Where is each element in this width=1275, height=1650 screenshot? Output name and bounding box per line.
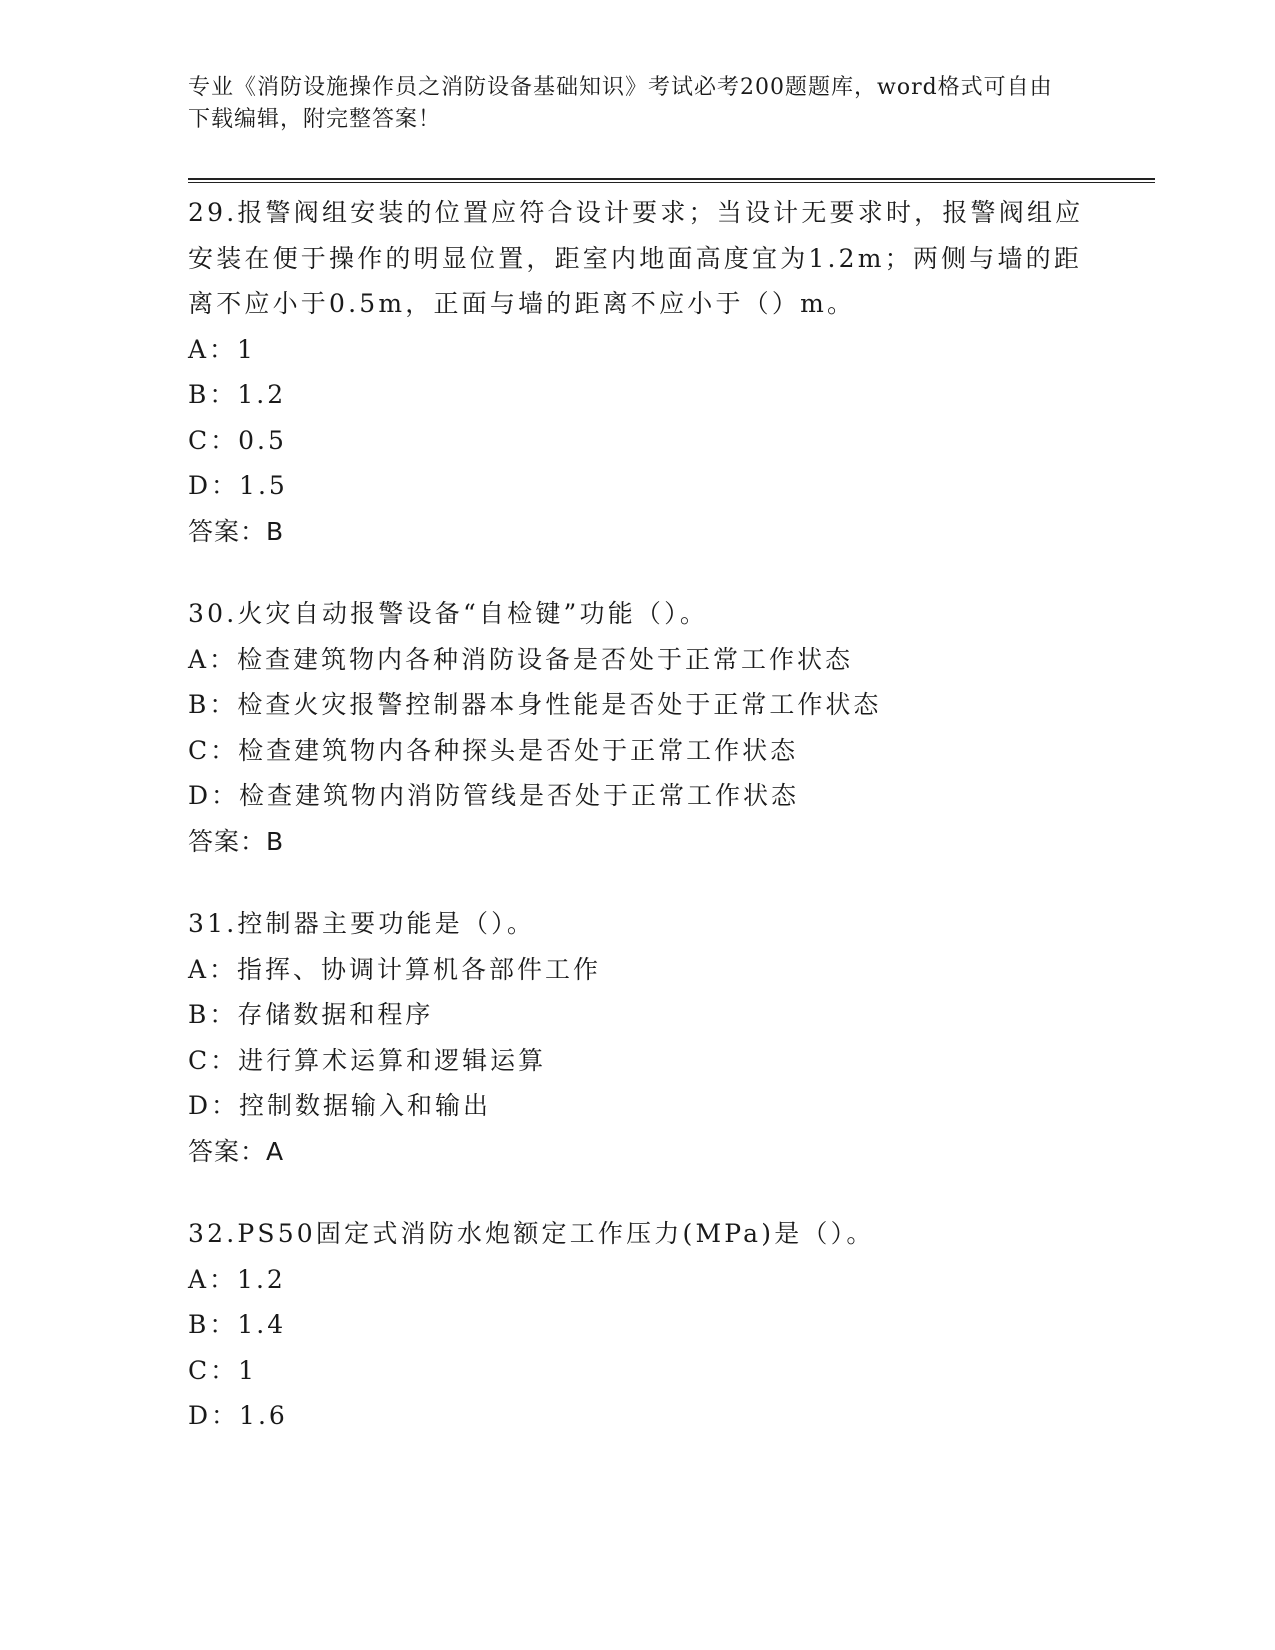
option-a: A：1 — [188, 334, 256, 364]
option-d: D：控制数据输入和输出 — [188, 1091, 492, 1120]
option-b: B：检查火灾报警控制器本身性能是否处于正常工作状态 — [188, 690, 882, 719]
option-c: C：检查建筑物内各种探头是否处于正常工作状态 — [188, 735, 799, 765]
question-29 — [188, 190, 1088, 554]
option-c: C：0.5 — [188, 425, 287, 455]
answer-text: 答案：B — [188, 516, 285, 546]
question-stem: 29.报警阀组安装的位置应符合设计要求；当设计无要求时，报警阀组应安装在便于操作的明显位置，距室内地面高度宜为1.2m；两侧与墙的距离不应小于0.5m，正面与墙的距离不应小于（）m。 — [188, 198, 1084, 318]
answer-text: 答案：B — [188, 826, 285, 856]
question-32 — [188, 1211, 1088, 1439]
question-stem: 31.控制器主要功能是（）。 — [188, 909, 536, 938]
question-list — [188, 190, 1088, 1476]
option-d: D：1.6 — [188, 1401, 288, 1430]
question-stem: 32.PS50固定式消防水炮额定工作压力(MPa)是（）。 — [188, 1219, 875, 1248]
option-a: A：指挥、协调计算机各部件工作 — [188, 954, 602, 984]
option-b: B：1.4 — [188, 1310, 287, 1339]
option-c: C：进行算术运算和逻辑运算 — [188, 1045, 547, 1075]
header-divider — [188, 178, 1155, 183]
document-header: 专业《消防设施操作员之消防设备基础知识》考试必考200题题库，word格式可自由下载编辑，附完整答案！ — [188, 75, 1053, 132]
option-b: B：存储数据和程序 — [188, 1000, 434, 1029]
option-d: D：检查建筑物内消防管线是否处于正常工作状态 — [188, 781, 800, 810]
option-a: A：1.2 — [188, 1264, 286, 1294]
option-d: D：1.5 — [188, 471, 288, 500]
option-c: C：1 — [188, 1355, 258, 1385]
answer-text: 答案：A — [188, 1136, 285, 1166]
question-30 — [188, 591, 1088, 864]
question-stem: 30.火灾自动报警设备“自检键”功能（）。 — [188, 599, 709, 628]
option-a: A：检查建筑物内各种消防设备是否处于正常工作状态 — [188, 644, 854, 674]
question-31 — [188, 901, 1088, 1174]
option-b: B：1.2 — [188, 380, 287, 409]
